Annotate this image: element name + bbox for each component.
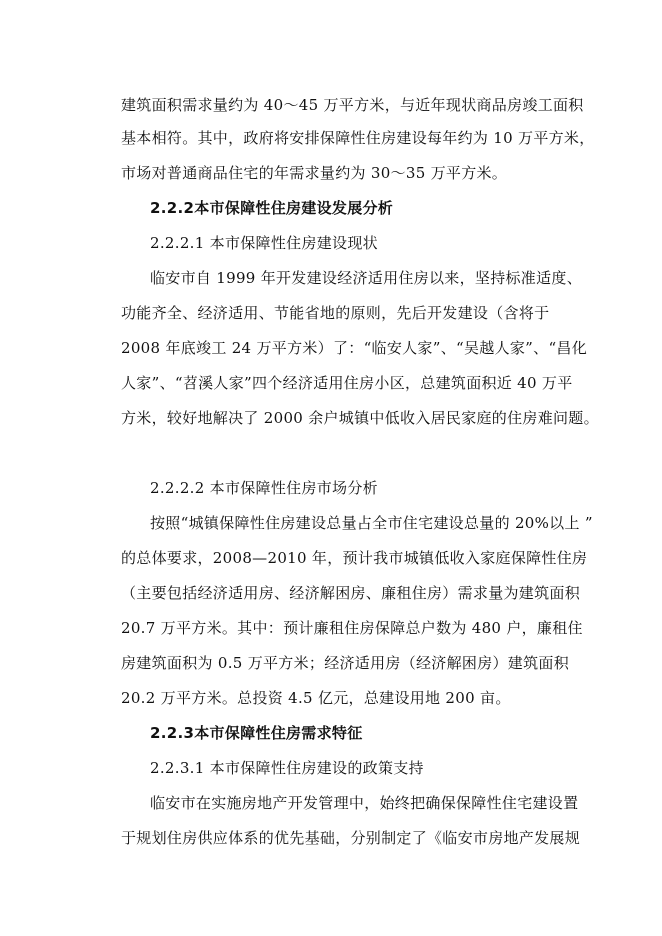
text-line: 人家”、“苕溪人家”四个经济适用住房小区，总建筑面积近 40 万平	[121, 374, 573, 392]
subsection-heading: 2.2.2.1 本市保障性住房建设现状	[150, 234, 378, 252]
text-line: 20.2 万平方米。总投资 4.5 亿元，总建设用地 200 亩。	[121, 689, 511, 707]
text-line: 的总体要求，2008—2010 年，预计我市城镇低收入家庭保障性住房	[121, 549, 588, 567]
section-heading: 2.2.3本市保障性住房需求特征	[150, 724, 363, 742]
text-line: 房建筑面积为 0.5 万平方米；经济适用房（经济解困房）建筑面积	[121, 654, 569, 672]
text-line: 按照“城镇保障性住房建设总量占全市住宅建设总量的 20%以上 ”	[150, 514, 593, 532]
subsection-heading: 2.2.3.1 本市保障性住房建设的政策支持	[150, 759, 424, 777]
subsection-heading: 2.2.2.2 本市保障性住房市场分析	[150, 479, 378, 497]
text-line: 于规划住房供应体系的优先基础，分别制定了《临安市房地产发展规	[121, 829, 581, 847]
text-line: 临安市在实施房地产开发管理中，始终把确保保障性住宅建设置	[150, 794, 579, 812]
text-line: 临安市自 1999 年开发建设经济适用住房以来，坚持标准适度、	[150, 269, 583, 287]
text-line: （主要包括经济适用房、经济解困房、廉租住房）需求量为建筑面积	[121, 584, 581, 602]
text-line: 市场对普通商品住宅的年需求量约为 30～35 万平方米。	[121, 164, 508, 182]
text-line: 2008 年底竣工 24 万平方米）了：“临安人家”、“吴越人家”、“昌化	[121, 339, 588, 357]
text-line: 建筑面积需求量约为 40～45 万平方米，与近年现状商品房竣工面积	[121, 96, 584, 114]
text-line: 功能齐全、经济适用、节能省地的原则，先后开发建设（含将于	[121, 304, 550, 322]
section-heading: 2.2.2本市保障性住房建设发展分析	[150, 199, 394, 217]
text-line: 方米，较好地解决了 2000 余户城镇中低收入居民家庭的住房难问题。	[121, 409, 599, 427]
text-line: 20.7 万平方米。其中：预计廉租住房保障总户数为 480 户，廉租住	[121, 619, 583, 637]
text-line: 基本相符。其中，政府将安排保障性住房建设每年约为 10 万平方米，	[121, 129, 595, 147]
